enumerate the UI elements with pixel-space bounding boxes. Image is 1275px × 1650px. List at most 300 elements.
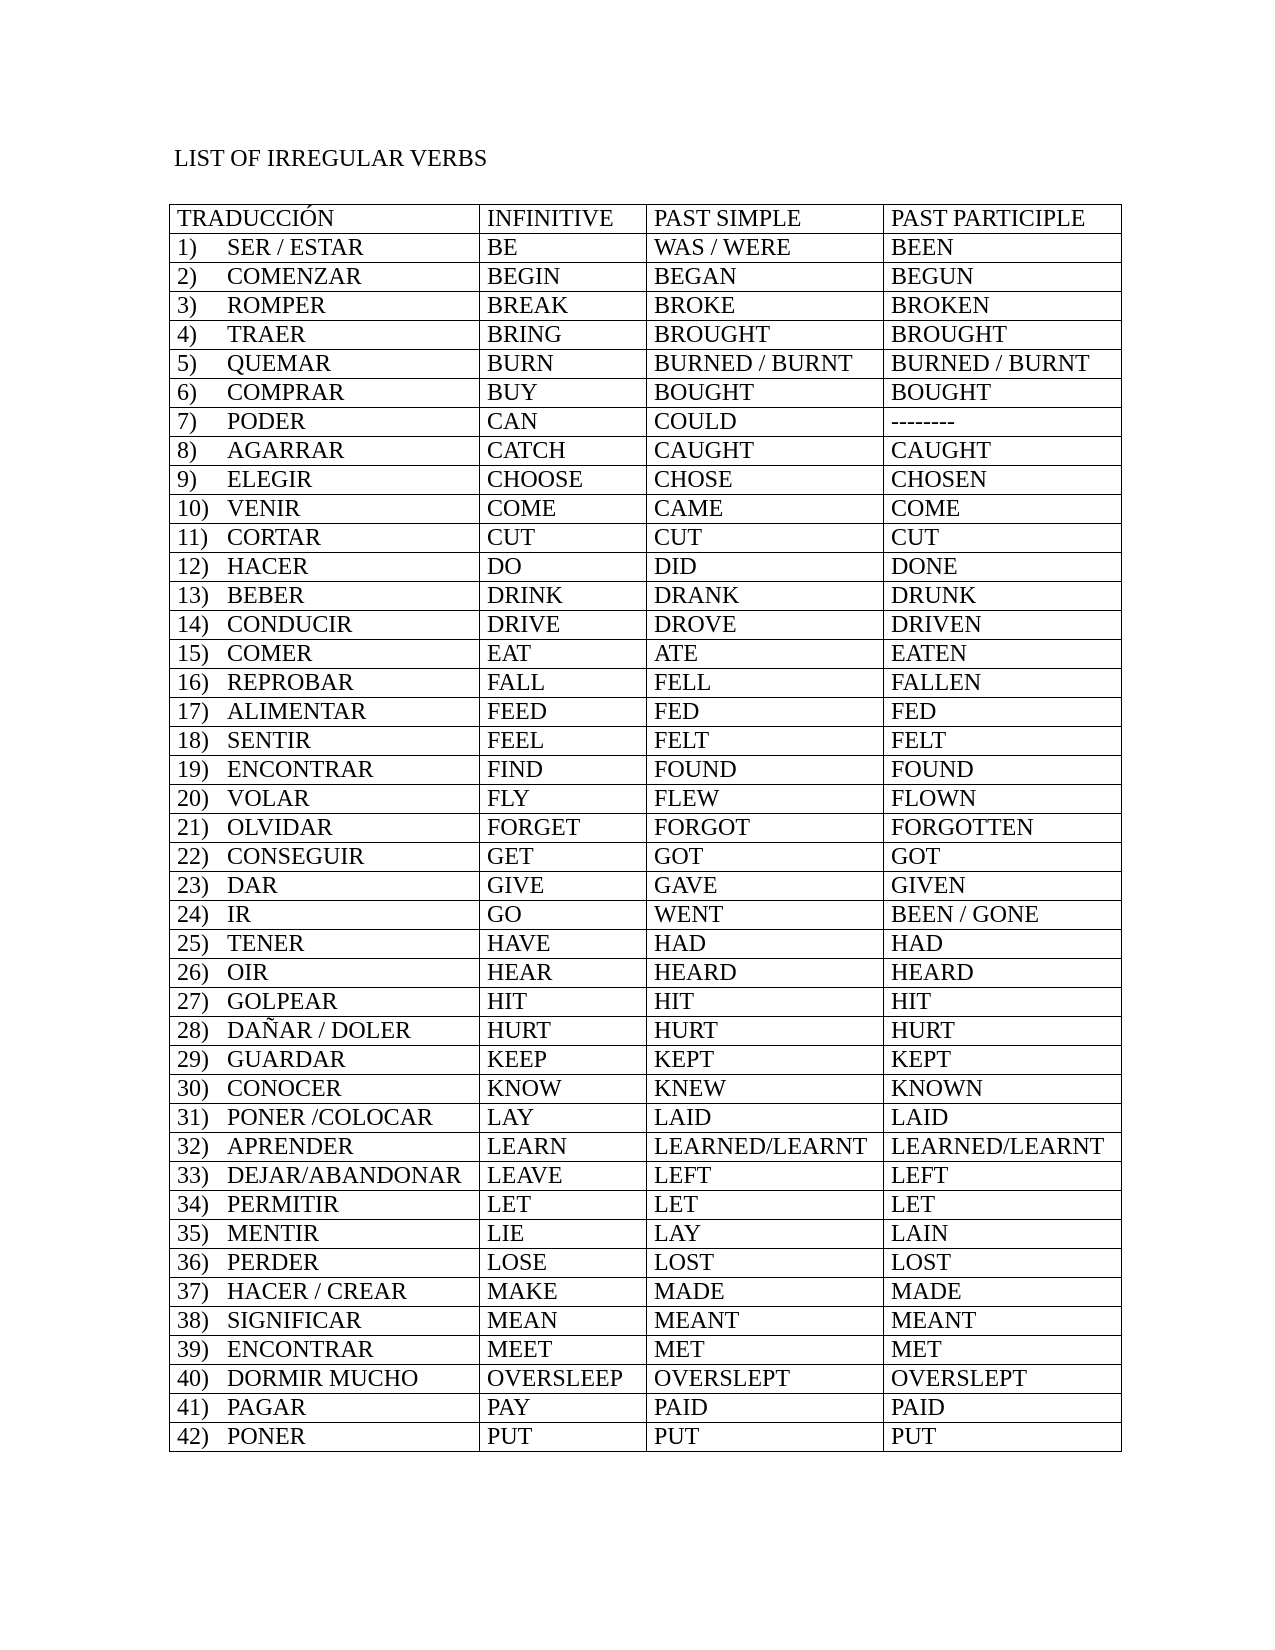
- cell-infinitive: FLY: [480, 785, 647, 814]
- cell-infinitive: GO: [480, 901, 647, 930]
- cell-past-simple: GOT: [647, 843, 884, 872]
- translation-text: TENER: [227, 931, 305, 957]
- cell-infinitive: BE: [480, 234, 647, 263]
- cell-infinitive: CUT: [480, 524, 647, 553]
- cell-past-simple: BROKE: [647, 292, 884, 321]
- translation-text: CONSEGUIR: [227, 844, 365, 870]
- cell-traduccion: [170, 350, 480, 379]
- cell-past-simple: CUT: [647, 524, 884, 553]
- translation-text: REPROBAR: [227, 670, 354, 696]
- cell-infinitive: MEET: [480, 1336, 647, 1365]
- table-row: [170, 1307, 1122, 1336]
- table-row: [170, 640, 1122, 669]
- cell-infinitive: PUT: [480, 1423, 647, 1452]
- table-row: [170, 814, 1122, 843]
- cell-infinitive: CHOOSE: [480, 466, 647, 495]
- table-row: [170, 1075, 1122, 1104]
- cell-past-simple: PAID: [647, 1394, 884, 1423]
- cell-past-participle: LAID: [884, 1104, 1122, 1133]
- row-number: 19): [177, 757, 209, 783]
- translation-text: COMENZAR: [227, 264, 362, 290]
- cell-past-participle: FALLEN: [884, 669, 1122, 698]
- header-infinitive: INFINITIVE: [480, 205, 647, 234]
- cell-past-simple: ATE: [647, 640, 884, 669]
- cell-past-participle: COME: [884, 495, 1122, 524]
- translation-text: BEBER: [227, 583, 305, 609]
- cell-past-simple: FLEW: [647, 785, 884, 814]
- translation-text: DORMIR MUCHO: [227, 1366, 419, 1392]
- header-past-simple: PAST SIMPLE: [647, 205, 884, 234]
- cell-traduccion: [170, 1104, 480, 1133]
- table-row: [170, 1017, 1122, 1046]
- translation-text: DAR: [227, 873, 278, 899]
- translation-text: SIGNIFICAR: [227, 1308, 362, 1334]
- cell-infinitive: FEEL: [480, 727, 647, 756]
- row-number: 4): [177, 322, 197, 348]
- table-row: [170, 408, 1122, 437]
- row-number: 2): [177, 264, 197, 290]
- translation-text: IR: [227, 902, 251, 928]
- cell-infinitive: CAN: [480, 408, 647, 437]
- table-row: [170, 1336, 1122, 1365]
- cell-traduccion: [170, 234, 480, 263]
- cell-infinitive: OVERSLEEP: [480, 1365, 647, 1394]
- translation-text: PAGAR: [227, 1395, 307, 1421]
- translation-text: OLVIDAR: [227, 815, 333, 841]
- translation-text: SER / ESTAR: [227, 235, 364, 261]
- table-row: [170, 1046, 1122, 1075]
- row-number: 27): [177, 989, 209, 1015]
- table-row: [170, 524, 1122, 553]
- table-row: [170, 988, 1122, 1017]
- translation-text: GUARDAR: [227, 1047, 346, 1073]
- header-traduccion: TRADUCCIÓN: [170, 205, 480, 234]
- cell-traduccion: [170, 263, 480, 292]
- cell-past-simple: LAID: [647, 1104, 884, 1133]
- cell-past-participle: --------: [884, 408, 1122, 437]
- cell-past-simple: FORGOT: [647, 814, 884, 843]
- cell-past-participle: LOST: [884, 1249, 1122, 1278]
- translation-text: OIR: [227, 960, 269, 986]
- row-number: 5): [177, 351, 197, 377]
- cell-past-simple: KNEW: [647, 1075, 884, 1104]
- row-number: 36): [177, 1250, 209, 1276]
- cell-infinitive: FALL: [480, 669, 647, 698]
- cell-past-simple: FOUND: [647, 756, 884, 785]
- cell-past-participle: DRIVEN: [884, 611, 1122, 640]
- cell-past-simple: CAUGHT: [647, 437, 884, 466]
- translation-text: COMER: [227, 641, 313, 667]
- row-number: 24): [177, 902, 209, 928]
- translation-text: CORTAR: [227, 525, 321, 551]
- cell-past-participle: KNOWN: [884, 1075, 1122, 1104]
- table-row: [170, 1104, 1122, 1133]
- cell-traduccion: [170, 1394, 480, 1423]
- cell-past-simple: CHOSE: [647, 466, 884, 495]
- cell-traduccion: [170, 1249, 480, 1278]
- translation-text: CONDUCIR: [227, 612, 353, 638]
- cell-infinitive: LOSE: [480, 1249, 647, 1278]
- cell-infinitive: CATCH: [480, 437, 647, 466]
- cell-past-participle: BROUGHT: [884, 321, 1122, 350]
- translation-text: QUEMAR: [227, 351, 332, 377]
- translation-text: SENTIR: [227, 728, 311, 754]
- cell-past-participle: GIVEN: [884, 872, 1122, 901]
- cell-infinitive: PAY: [480, 1394, 647, 1423]
- row-number: 33): [177, 1163, 209, 1189]
- translation-text: HACER: [227, 554, 309, 580]
- table-row: [170, 1278, 1122, 1307]
- cell-traduccion: [170, 930, 480, 959]
- row-number: 39): [177, 1337, 209, 1363]
- translation-text: TRAER: [227, 322, 306, 348]
- cell-past-participle: CHOSEN: [884, 466, 1122, 495]
- cell-past-participle: BROKEN: [884, 292, 1122, 321]
- cell-past-simple: LET: [647, 1191, 884, 1220]
- row-number: 38): [177, 1308, 209, 1334]
- cell-traduccion: [170, 872, 480, 901]
- cell-past-simple: BURNED / BURNT: [647, 350, 884, 379]
- cell-infinitive: HURT: [480, 1017, 647, 1046]
- cell-past-participle: GOT: [884, 843, 1122, 872]
- cell-past-simple: FELT: [647, 727, 884, 756]
- cell-past-simple: MET: [647, 1336, 884, 1365]
- cell-past-participle: OVERSLEPT: [884, 1365, 1122, 1394]
- cell-traduccion: [170, 1336, 480, 1365]
- row-number: 11): [177, 525, 209, 551]
- cell-infinitive: LIE: [480, 1220, 647, 1249]
- cell-past-simple: DRANK: [647, 582, 884, 611]
- cell-infinitive: DRINK: [480, 582, 647, 611]
- table-row: [170, 553, 1122, 582]
- cell-traduccion: [170, 1278, 480, 1307]
- cell-past-simple: WAS / WERE: [647, 234, 884, 263]
- table-row: [170, 1162, 1122, 1191]
- row-number: 13): [177, 583, 209, 609]
- cell-past-participle: BEEN / GONE: [884, 901, 1122, 930]
- table-row: [170, 1249, 1122, 1278]
- row-number: 30): [177, 1076, 209, 1102]
- cell-traduccion: [170, 553, 480, 582]
- table-row: [170, 466, 1122, 495]
- cell-past-simple: OVERSLEPT: [647, 1365, 884, 1394]
- cell-past-participle: DONE: [884, 553, 1122, 582]
- row-number: 17): [177, 699, 209, 725]
- cell-infinitive: HIT: [480, 988, 647, 1017]
- row-number: 8): [177, 438, 197, 464]
- cell-infinitive: LEARN: [480, 1133, 647, 1162]
- row-number: 35): [177, 1221, 209, 1247]
- cell-infinitive: KEEP: [480, 1046, 647, 1075]
- cell-past-simple: HAD: [647, 930, 884, 959]
- row-number: 7): [177, 409, 197, 435]
- cell-infinitive: LEAVE: [480, 1162, 647, 1191]
- cell-past-simple: MADE: [647, 1278, 884, 1307]
- cell-past-simple: HIT: [647, 988, 884, 1017]
- table-row: [170, 872, 1122, 901]
- cell-infinitive: LAY: [480, 1104, 647, 1133]
- cell-traduccion: [170, 756, 480, 785]
- table-row: [170, 843, 1122, 872]
- translation-text: ROMPER: [227, 293, 326, 319]
- cell-traduccion: [170, 1017, 480, 1046]
- cell-past-simple: HURT: [647, 1017, 884, 1046]
- cell-past-participle: LEFT: [884, 1162, 1122, 1191]
- table-row: [170, 756, 1122, 785]
- table-row: [170, 930, 1122, 959]
- translation-text: PONER: [227, 1424, 306, 1450]
- cell-past-simple: FED: [647, 698, 884, 727]
- cell-traduccion: [170, 524, 480, 553]
- cell-traduccion: [170, 408, 480, 437]
- translation-text: AGARRAR: [227, 438, 345, 464]
- cell-traduccion: [170, 292, 480, 321]
- cell-traduccion: [170, 669, 480, 698]
- row-number: 16): [177, 670, 209, 696]
- cell-traduccion: [170, 843, 480, 872]
- cell-past-participle: CUT: [884, 524, 1122, 553]
- cell-past-simple: GAVE: [647, 872, 884, 901]
- row-number: 29): [177, 1047, 209, 1073]
- cell-past-participle: PAID: [884, 1394, 1122, 1423]
- table-header-row: [170, 205, 1122, 234]
- cell-traduccion: [170, 1365, 480, 1394]
- cell-past-simple: LAY: [647, 1220, 884, 1249]
- cell-traduccion: [170, 698, 480, 727]
- row-number: 6): [177, 380, 197, 406]
- cell-infinitive: DRIVE: [480, 611, 647, 640]
- row-number: 37): [177, 1279, 209, 1305]
- cell-past-participle: CAUGHT: [884, 437, 1122, 466]
- table-row: [170, 901, 1122, 930]
- cell-traduccion: [170, 1307, 480, 1336]
- table-row: [170, 582, 1122, 611]
- translation-text: PERDER: [227, 1250, 320, 1276]
- translation-text: APRENDER: [227, 1134, 354, 1160]
- row-number: 42): [177, 1424, 209, 1450]
- translation-text: VENIR: [227, 496, 301, 522]
- cell-traduccion: [170, 1046, 480, 1075]
- translation-text: ENCONTRAR: [227, 757, 374, 783]
- cell-infinitive: GIVE: [480, 872, 647, 901]
- cell-past-simple: MEANT: [647, 1307, 884, 1336]
- cell-infinitive: FIND: [480, 756, 647, 785]
- table-row: [170, 669, 1122, 698]
- cell-past-participle: LET: [884, 1191, 1122, 1220]
- cell-infinitive: MAKE: [480, 1278, 647, 1307]
- translation-text: CONOCER: [227, 1076, 342, 1102]
- cell-infinitive: EAT: [480, 640, 647, 669]
- cell-past-simple: HEARD: [647, 959, 884, 988]
- cell-traduccion: [170, 727, 480, 756]
- cell-past-participle: MEANT: [884, 1307, 1122, 1336]
- translation-text: DAÑAR / DOLER: [227, 1018, 411, 1044]
- cell-past-simple: KEPT: [647, 1046, 884, 1075]
- cell-past-participle: BEEN: [884, 234, 1122, 263]
- row-number: 23): [177, 873, 209, 899]
- row-number: 22): [177, 844, 209, 870]
- cell-traduccion: [170, 582, 480, 611]
- cell-infinitive: LET: [480, 1191, 647, 1220]
- translation-text: PERMITIR: [227, 1192, 340, 1218]
- row-number: 12): [177, 554, 209, 580]
- cell-past-participle: FELT: [884, 727, 1122, 756]
- cell-past-simple: WENT: [647, 901, 884, 930]
- row-number: 40): [177, 1366, 209, 1392]
- table-row: [170, 350, 1122, 379]
- cell-past-participle: EATEN: [884, 640, 1122, 669]
- table-row: [170, 727, 1122, 756]
- cell-past-participle: HAD: [884, 930, 1122, 959]
- cell-traduccion: [170, 1191, 480, 1220]
- cell-past-simple: DROVE: [647, 611, 884, 640]
- cell-infinitive: BURN: [480, 350, 647, 379]
- cell-past-simple: DID: [647, 553, 884, 582]
- cell-infinitive: GET: [480, 843, 647, 872]
- table-row: [170, 698, 1122, 727]
- cell-past-participle: FORGOTTEN: [884, 814, 1122, 843]
- cell-traduccion: [170, 495, 480, 524]
- cell-past-simple: LEARNED/LEARNT: [647, 1133, 884, 1162]
- translation-text: ELEGIR: [227, 467, 313, 493]
- cell-infinitive: BEGIN: [480, 263, 647, 292]
- translation-text: GOLPEAR: [227, 989, 338, 1015]
- cell-past-participle: HURT: [884, 1017, 1122, 1046]
- table-row: [170, 785, 1122, 814]
- cell-infinitive: MEAN: [480, 1307, 647, 1336]
- row-number: 41): [177, 1395, 209, 1421]
- cell-past-simple: COULD: [647, 408, 884, 437]
- cell-traduccion: [170, 901, 480, 930]
- translation-text: COMPRAR: [227, 380, 345, 406]
- translation-text: MENTIR: [227, 1221, 319, 1247]
- cell-traduccion: [170, 1133, 480, 1162]
- cell-infinitive: DO: [480, 553, 647, 582]
- table-row: [170, 234, 1122, 263]
- cell-traduccion: [170, 1423, 480, 1452]
- cell-past-participle: PUT: [884, 1423, 1122, 1452]
- cell-past-simple: CAME: [647, 495, 884, 524]
- cell-past-participle: BURNED / BURNT: [884, 350, 1122, 379]
- row-number: 20): [177, 786, 209, 812]
- cell-past-participle: FOUND: [884, 756, 1122, 785]
- cell-past-participle: MET: [884, 1336, 1122, 1365]
- cell-traduccion: [170, 1220, 480, 1249]
- row-number: 25): [177, 931, 209, 957]
- cell-traduccion: [170, 1075, 480, 1104]
- row-number: 1): [177, 235, 197, 261]
- translation-text: PONER /COLOCAR: [227, 1105, 434, 1131]
- translation-text: ENCONTRAR: [227, 1337, 374, 1363]
- cell-infinitive: KNOW: [480, 1075, 647, 1104]
- cell-past-participle: FED: [884, 698, 1122, 727]
- cell-past-participle: FLOWN: [884, 785, 1122, 814]
- row-number: 34): [177, 1192, 209, 1218]
- table-row: [170, 292, 1122, 321]
- table-row: [170, 1220, 1122, 1249]
- cell-traduccion: [170, 988, 480, 1017]
- translation-text: PODER: [227, 409, 306, 435]
- cell-past-participle: DRUNK: [884, 582, 1122, 611]
- cell-past-participle: LAIN: [884, 1220, 1122, 1249]
- translation-text: ALIMENTAR: [227, 699, 367, 725]
- cell-past-participle: MADE: [884, 1278, 1122, 1307]
- cell-traduccion: [170, 611, 480, 640]
- cell-past-participle: HEARD: [884, 959, 1122, 988]
- header-past-participle: PAST PARTICIPLE: [884, 205, 1122, 234]
- cell-past-simple: FELL: [647, 669, 884, 698]
- cell-infinitive: BREAK: [480, 292, 647, 321]
- cell-traduccion: [170, 379, 480, 408]
- cell-infinitive: BRING: [480, 321, 647, 350]
- translation-text: DEJAR/ABANDONAR: [227, 1163, 462, 1189]
- table-row: [170, 321, 1122, 350]
- translation-text: HACER / CREAR: [227, 1279, 408, 1305]
- table-row: [170, 611, 1122, 640]
- cell-past-participle: BEGUN: [884, 263, 1122, 292]
- cell-traduccion: [170, 321, 480, 350]
- cell-past-simple: BOUGHT: [647, 379, 884, 408]
- cell-past-simple: LEFT: [647, 1162, 884, 1191]
- translation-text: VOLAR: [227, 786, 310, 812]
- cell-infinitive: FORGET: [480, 814, 647, 843]
- cell-traduccion: [170, 814, 480, 843]
- cell-traduccion: [170, 640, 480, 669]
- cell-past-participle: KEPT: [884, 1046, 1122, 1075]
- cell-past-simple: BEGAN: [647, 263, 884, 292]
- table-body: [170, 234, 1122, 1452]
- table-row: [170, 1191, 1122, 1220]
- cell-infinitive: HAVE: [480, 930, 647, 959]
- table-row: [170, 1133, 1122, 1162]
- row-number: 9): [177, 467, 197, 493]
- page-title: LIST OF IRREGULAR VERBS: [174, 146, 488, 172]
- cell-traduccion: [170, 1162, 480, 1191]
- irregular-verbs-table: [169, 204, 1122, 1452]
- table-row: [170, 263, 1122, 292]
- row-number: 32): [177, 1134, 209, 1160]
- cell-infinitive: HEAR: [480, 959, 647, 988]
- row-number: 26): [177, 960, 209, 986]
- cell-past-simple: PUT: [647, 1423, 884, 1452]
- table-row: [170, 1394, 1122, 1423]
- row-number: 15): [177, 641, 209, 667]
- cell-past-simple: LOST: [647, 1249, 884, 1278]
- table-row: [170, 1365, 1122, 1394]
- cell-past-participle: HIT: [884, 988, 1122, 1017]
- table-row: [170, 1423, 1122, 1452]
- cell-infinitive: FEED: [480, 698, 647, 727]
- row-number: 28): [177, 1018, 209, 1044]
- cell-traduccion: [170, 437, 480, 466]
- cell-past-participle: BOUGHT: [884, 379, 1122, 408]
- row-number: 3): [177, 293, 197, 319]
- row-number: 18): [177, 728, 209, 754]
- cell-past-simple: BROUGHT: [647, 321, 884, 350]
- cell-past-participle: LEARNED/LEARNT: [884, 1133, 1122, 1162]
- row-number: 21): [177, 815, 209, 841]
- cell-infinitive: COME: [480, 495, 647, 524]
- table-row: [170, 959, 1122, 988]
- row-number: 10): [177, 496, 209, 522]
- table-row: [170, 437, 1122, 466]
- cell-traduccion: [170, 959, 480, 988]
- table-row: [170, 379, 1122, 408]
- row-number: 14): [177, 612, 209, 638]
- cell-traduccion: [170, 466, 480, 495]
- cell-traduccion: [170, 785, 480, 814]
- table-row: [170, 495, 1122, 524]
